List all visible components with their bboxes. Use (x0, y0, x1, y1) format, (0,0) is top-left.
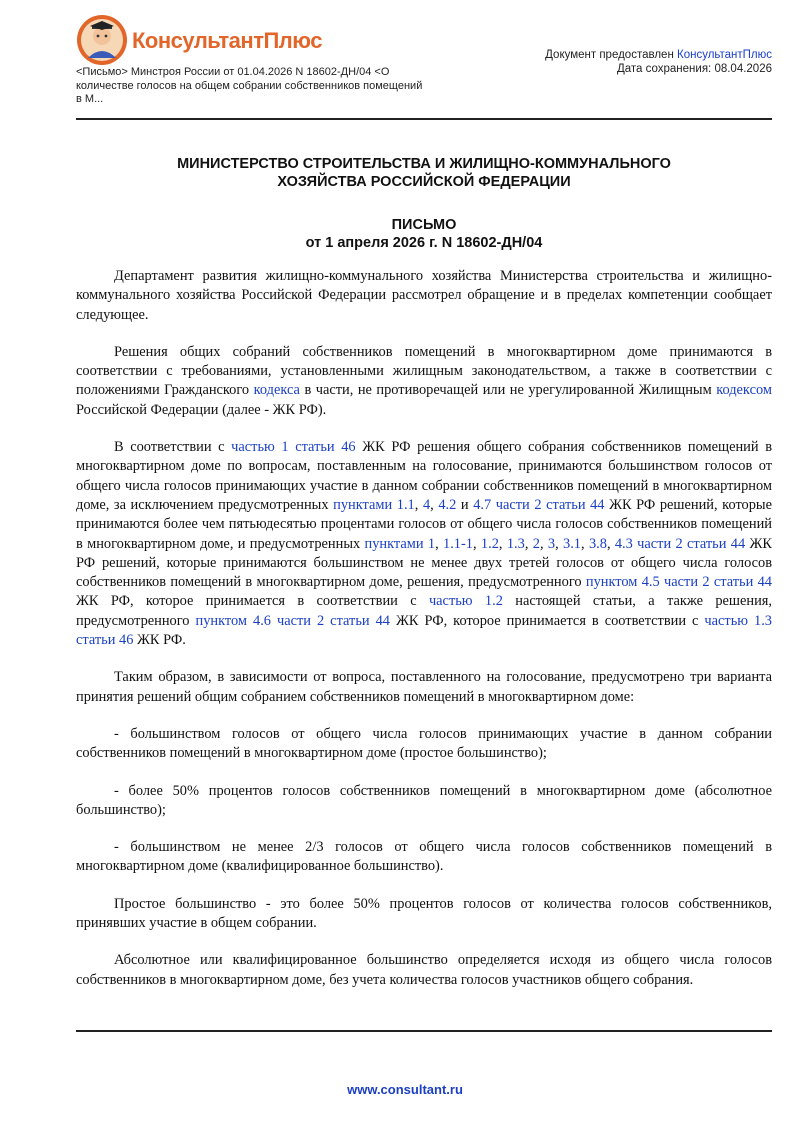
text-run: , (414, 496, 423, 513)
link-article[interactable]: 4.7 части 2 статьи 44 (473, 496, 605, 513)
document-reference: <Письмо> Минстроя России от 01.04.2026 N 18602-ДН/04 <О количестве голосов на общем собрании собственников помещений в М... (76, 66, 423, 105)
text-run: , (524, 535, 533, 552)
link-article[interactable]: частью 1 статьи 46 (231, 439, 356, 456)
link-article[interactable]: пунктами 1 (364, 535, 436, 552)
text-run: ЖК РФ решений, которые принимаются большинством не менее двух третей голосов от общего числа голосов собственников помещений в многоквартирном доме, решения, предусмотренного (76, 535, 772, 591)
link-article[interactable]: 3.1 (563, 535, 582, 552)
provider-link[interactable]: КонсультантПлюс (677, 49, 772, 61)
consultant-plus-logo (76, 14, 322, 68)
link-article[interactable]: 4.2 (438, 496, 457, 513)
ministry-line-2: ХОЗЯЙСТВА РОССИЙСКОЙ ФЕДЕРАЦИИ (277, 174, 571, 190)
text-run: В соответствии с (114, 439, 232, 456)
link-article[interactable]: пунктом 4.5 части 2 статьи 44 (585, 574, 773, 591)
text-run: ЖК РФ решений, которые принимаются более чем пятьюдесятью процентами голосов от общего числа голосов собственников помещений в многоквартирном доме, и предусмотренных (76, 496, 772, 552)
save-date: Дата сохранения: 08.04.2026 (616, 63, 772, 75)
provided-by (545, 48, 772, 76)
paragraph-7: - большинством не менее 2/3 голосов от общего числа голосов собственников помещений в многоквартирном доме (квалифицированное большинство). (76, 839, 772, 875)
provided-prefix: Документ предоставлен (545, 49, 677, 61)
text-run: , (435, 535, 444, 552)
paragraph-9: Абсолютное или квалифицированное большинство определяется исходя из общего числа голосов собственников в многоквартирном доме, без учета количества голосов участников общего собрания. (76, 952, 772, 988)
ministry-name (76, 155, 772, 191)
link-article[interactable]: 1.1-1 (443, 535, 473, 552)
letter-date-number: от 1 апреля 2026 г. N 18602-ДН/04 (305, 235, 543, 251)
link-article[interactable]: 3.8 (588, 535, 607, 552)
link-article[interactable]: 1.3 (506, 535, 525, 552)
paragraph-2 (76, 343, 772, 420)
text-run: ЖК РФ, которое принимается в соответствии с (76, 593, 429, 610)
text-run: , (555, 535, 564, 552)
text-run: , (473, 535, 481, 552)
link-article[interactable]: частью 1.2 (428, 593, 503, 610)
link-article[interactable]: 1.2 (480, 535, 499, 552)
logo-text: КонсультантПлюс (132, 28, 322, 53)
text-run: и (456, 496, 474, 513)
text-run: , (606, 535, 615, 552)
text-run: , (581, 535, 589, 552)
footer-divider (76, 1030, 772, 1032)
link-article[interactable]: пунктом 4.6 части 2 статьи 44 (195, 612, 390, 629)
letter-body (76, 267, 772, 1008)
paragraph-6: - более 50% процентов голосов собственников помещений в многоквартирном доме (абсолютное большинство); (76, 782, 772, 818)
paragraph-8: Простое большинство - это более 50% процентов голосов от количества голосов собственников, принявших участие в общем собрании. (76, 895, 772, 932)
link-civil-code[interactable]: кодекса (253, 382, 300, 399)
text-run: в части, не противоречащей или не урегулированной Жилищным (299, 382, 717, 399)
text-run: ЖК РФ решения общего собрания собственников помещений в многоквартирном доме по вопросам, поставленным на голосование, принимаются большинством голосов от общего числа голосов принимающих участие в данном собрании собственников помещений в многоквартирном доме, за исключением предусмотренных (76, 439, 772, 513)
logo-emblem-icon (76, 14, 128, 66)
paragraph-4: Таким образом, в зависимости от вопроса, поставленного на голосование, предусмотрено три варианта принятия решений общим собранием собственников помещений в многоквартирном доме: (76, 669, 772, 705)
text-run: , (430, 496, 439, 513)
letter-title-block (76, 216, 772, 252)
footer-url-link[interactable]: www.consultant.ru (347, 1082, 463, 1097)
link-article[interactable]: 4 (422, 496, 431, 513)
text-run: Российской Федерации (далее - ЖК РФ). (76, 401, 327, 418)
ministry-line-1: МИНИСТЕРСТВО СТРОИТЕЛЬСТВА И ЖИЛИЩНО-КОММУНАЛЬНОГО (177, 156, 671, 172)
text-run: , (539, 535, 548, 552)
text-run: ЖК РФ, которое принимается в соответствии с (389, 612, 705, 629)
text-run: настоящей статьи, а также решения, предусмотренного (76, 593, 772, 629)
header-divider (76, 118, 772, 120)
link-article[interactable]: 3 (547, 535, 556, 552)
footer (0, 1082, 810, 1097)
link-article[interactable]: 2 (532, 535, 540, 552)
paragraph-3 (76, 438, 772, 650)
letter-title: ПИСЬМО (391, 217, 457, 233)
text-run: Решения общих собраний собственников помещений в многоквартирном доме принимаются в соответствии с требованиями, установленными жилищным законодательством, а также в соответствии с положениями Гражданского (76, 343, 772, 399)
paragraph-1: Департамент развития жилищно-коммунального хозяйства Министерства строительства и жилищно-коммунального хозяйства Российской Федерации рассмотрел обращение и в пределах компетенции сообщает следующее. (76, 268, 772, 323)
provided-by-line (545, 48, 772, 62)
link-article[interactable]: частью 1.3 статьи 46 (76, 612, 773, 649)
link-housing-code[interactable]: кодексом (716, 382, 772, 399)
text-run: , (498, 535, 507, 552)
paragraph-5: - большинством голосов от общего числа голосов принимающих участие в данном собрании собственников помещений в многоквартирном доме (простое большинство); (76, 725, 772, 762)
link-article[interactable]: 4.3 части 2 статьи 44 (614, 535, 746, 552)
text-run: ЖК РФ. (133, 632, 186, 649)
link-article[interactable]: пунктами 1.1 (333, 496, 415, 513)
